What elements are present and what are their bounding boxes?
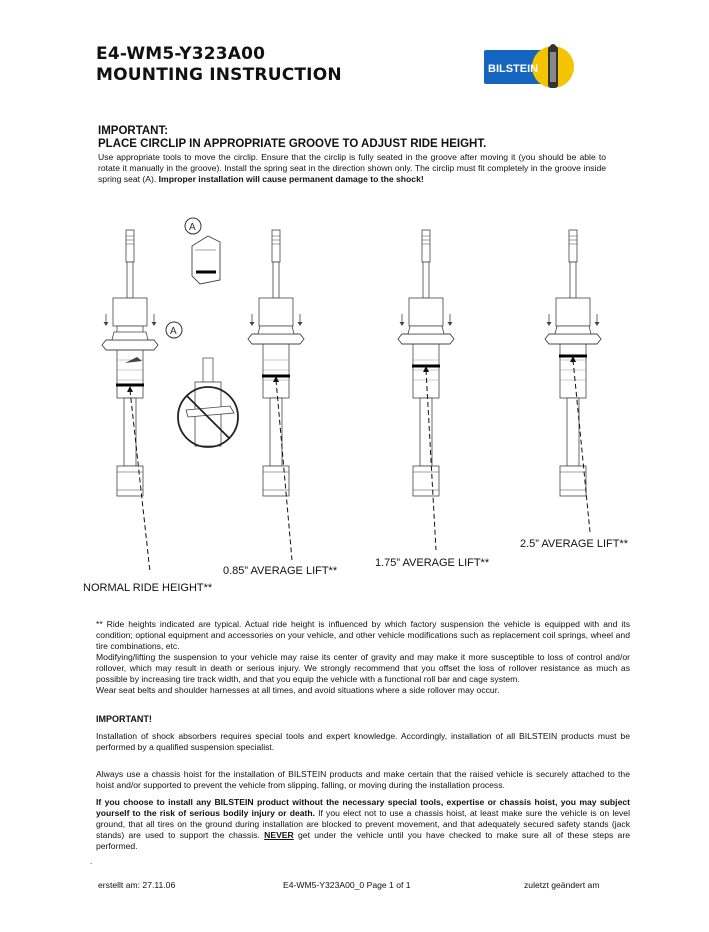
footer-created: erstellt am: 27.11.06 [98, 880, 176, 890]
warning-end: get under the vehicle until you have checked to make sure all of these steps are performed. [96, 830, 630, 851]
callout-a-detail-letter: A [189, 222, 196, 233]
label-lift-25: 2.5” AVERAGE LIFT** [520, 538, 629, 550]
important-bottom-heading: IMPORTANT! [96, 714, 152, 724]
important-bottom-p1: Installation of shock absorbers requires special tools and expert knowledge. Accordingly, installation of all BILSTEIN products must be performed by a qualified suspension specialist. [96, 731, 630, 752]
warning-rest: If you elect not to use a chassis hoist, at least make sure the vehicle is on level ground, that all tires on the ground during installation are blocked to prevent movement, and that adequately secured safety stands (jack stands) are used to support the chassis. [96, 808, 630, 840]
notes-p1: ** Ride heights indicated are typical. Actual ride height is influenced by which factory suspension the vehicle is equipped with and its condition; optional equipment and accessories on your vehicle, and other vehicle modifications such as replacement coil springs, wheel and tire combinations, etc. [96, 619, 630, 651]
stray-dot: . [90, 857, 93, 866]
important-bottom-p3 [96, 797, 630, 852]
callout-a-seat-letter: A [170, 326, 177, 337]
label-lift-175: 1.75” AVERAGE LIFT** [375, 557, 490, 569]
important-subheading: PLACE CIRCLIP IN APPROPRIATE GROOVE TO ADJUST RIDE HEIGHT. [98, 138, 487, 150]
detail-a-view [192, 236, 220, 284]
doc-type: MOUNTING INSTRUCTION [96, 65, 342, 85]
shock-085 [248, 230, 304, 496]
bilstein-logo [484, 42, 576, 92]
notes-p3: Wear seat belts and shoulder harnesses at all times, and avoid situations where a side rollover may occur. [96, 685, 500, 695]
doc-code: E4-WM5-Y323A00 [96, 44, 266, 64]
notes-p2: Modifying/lifting the suspension to your vehicle may raise its center of gravity and may make it more susceptible to loss of control and/or rollover, which may result in death or serious injury. We strongly recommend that you offset the loss of rollover resistance as much as possible by increasing tire track width, and that you equip the vehicle with a functional roll bar and cage system. [96, 652, 630, 684]
footer-changed: zuletzt geändert am [524, 880, 600, 890]
label-normal: NORMAL RIDE HEIGHT** [83, 582, 213, 594]
important-text-main: Use appropriate tools to move the circlip. Ensure that the circlip is fully seated in the groove after moving it (you should be able to rotate it manually in the groove). Install the spring seat in the direction shown only. The circlip must fit completely in the groove inside spring seat (A). [98, 152, 606, 184]
important-text-warning: Improper installation will cause permanent damage to the shock! [158, 174, 424, 184]
warning-bold: If you choose to install any BILSTEIN product without the necessary special tools, expertise or chassis hoist, you may subject yourself to the risk of serious bodily injury or death. [96, 797, 630, 818]
shock-175 [398, 230, 454, 496]
shock-normal [102, 230, 158, 496]
wrong-install-symbol [178, 358, 238, 447]
important-heading: IMPORTANT: [98, 125, 169, 137]
important-text [98, 152, 606, 185]
logo-text: BILSTEIN [488, 63, 539, 75]
never-word: NEVER [264, 830, 294, 840]
important-bottom-p2: Always use a chassis hoist for the installation of BILSTEIN products and make certain that the raised vehicle is securely attached to the hoist and/or supported to prevent the vehicle from slipping, falling, or moving during the installation process. [96, 769, 630, 790]
label-lift-085: 0.85” AVERAGE LIFT** [223, 565, 338, 577]
footer-page-info: E4-WM5-Y323A00_0 Page 1 of 1 [283, 880, 411, 890]
notes-block [96, 619, 630, 696]
